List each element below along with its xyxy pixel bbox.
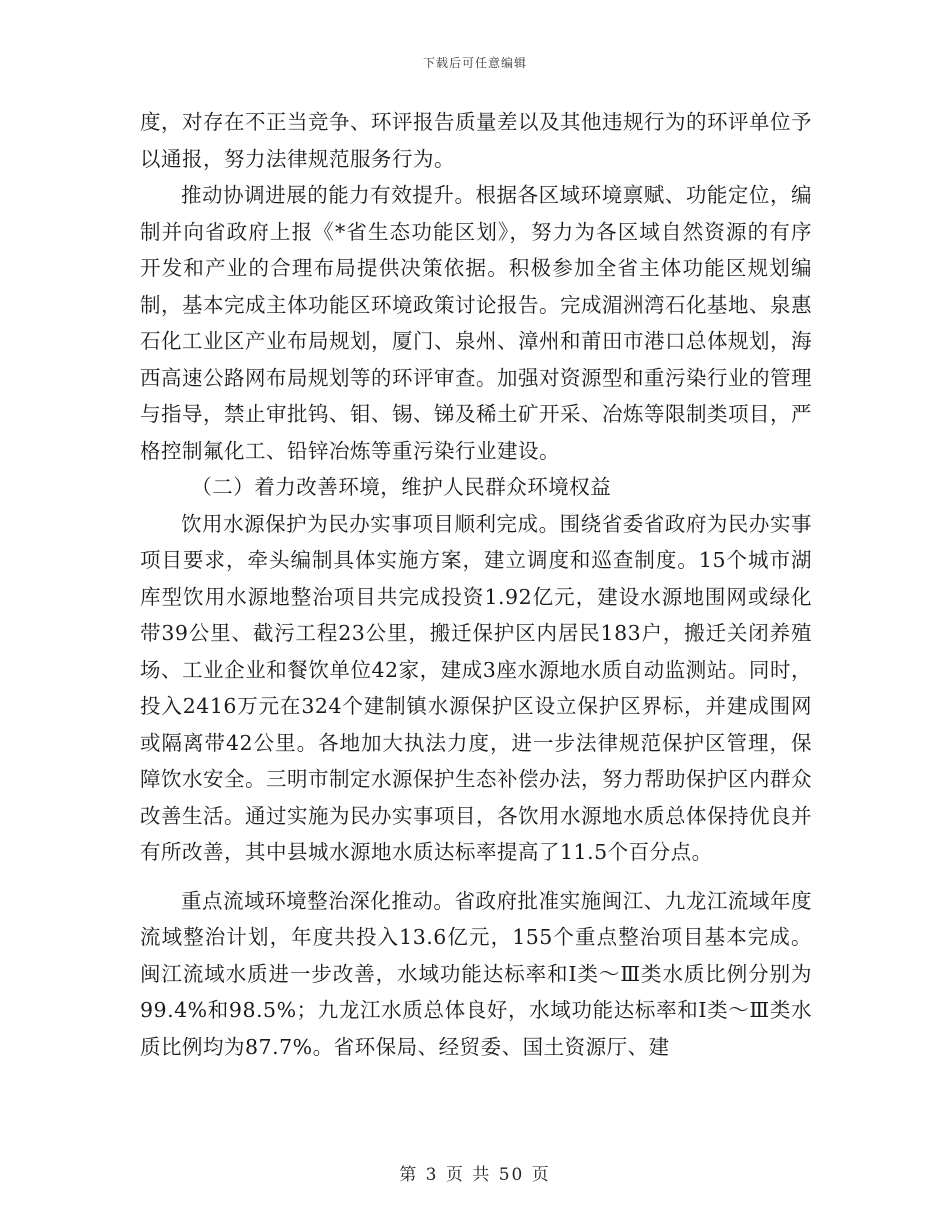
paragraph-river-basin: 重点流域环境整治深化推动。省政府批准实施闽江、九龙江流域年度流域整治计划，年度共投入13.6亿元，155个重点整治项目基本完成。闽江流域水质进一步改善，水域功能达标率和Ⅰ类～Ⅲ类水质比例分别为99.4%和98.5%；九龙江水质总体良好，水域功能达标率和Ⅰ类～Ⅲ类水质比例均为87.7%。省环保局、经贸委、国土资源厅、建 — [140, 888, 812, 1059]
paragraph-drinking-water: 饮用水源保护为民办实事项目顺利完成。围绕省委省政府为民办实事项目要求，牵头编制具体实施方案，建立调度和巡查制度。15个城市湖库型饮用水源地整治项目共完成投资1.92亿元，建设水源地围网或绿化带39公里、截污工程23公里，搬迁保护区内居民183户，搬迁关闭养殖场、工业企业和餐饮单位42家，建成3座水源地水质自动监测站。同时，投入2416万元在324个建制镇水源保护区设立保护区界标，并建成围网或隔离带42公里。各地加大执法力度，进一步法律规范保护区管理，保障饮水安全。三明市制定水源保护生态补偿办法，努力帮助保护区内群众改善生活。通过实施为民办实事项目，各饮用水源地水质总体保持优良并有所改善，其中县城水源地水质达标率提高了11.5个百分点。 — [140, 511, 812, 864]
paragraph-coordination: 推动协调进展的能力有效提升。根据各区域环境禀赋、功能定位，编制并向省政府上报《*省生态功能区划》，努力为各区域自然资源的有序开发和产业的合理布局提供决策依据。积极参加全省主体功能区规划编制，基本完成主体功能区环境政策讨论报告。完成湄洲湾石化基地、泉惠石化工业区产业布局规划，厦门、泉州、漳州和莆田市港口总体规划，海西高速公路网布局规划等的环评审查。加强对资源型和重污染行业的管理与指导，禁止审批钨、钼、锡、锑及稀土矿开采、冶炼等限制类项目，严格控制氟化工、铅锌冶炼等重污染行业建设。 — [140, 183, 812, 463]
paragraph-continued: 度，对存在不正当竞争、环评报告质量差以及其他违规行为的环评单位予以通报，努力法律规范服务行为。 — [140, 110, 812, 171]
document-body — [140, 104, 812, 1065]
section-heading: （二）着力改善环境，维护人民群众环境权益 — [191, 475, 612, 499]
page-number: 第 3 页 共 50 页 — [399, 1165, 551, 1185]
page-header-note: 下载后可任意编辑 — [422, 56, 527, 70]
